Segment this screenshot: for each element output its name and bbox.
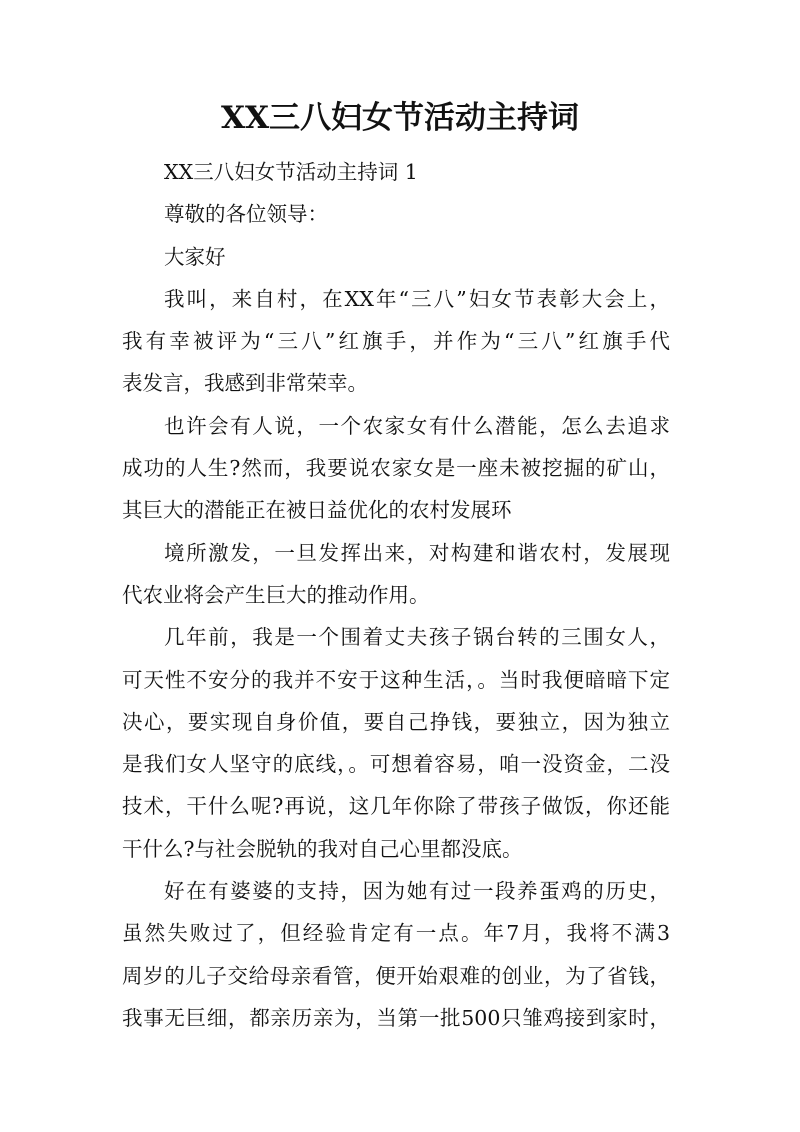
text-line: 是我们女人坚守的底线，。可想着容易，咱一没资金，二没 <box>122 752 670 777</box>
text-line: 技术，干什么呢?再说，这几年你除了带孩子做饭，你还能 <box>122 794 670 819</box>
text-line: 决心，要实现自身价值，要自己挣钱，要独立，因为独立 <box>122 709 670 734</box>
text-line: 周岁的儿子交给母亲看管，便开始艰难的创业，为了省钱， <box>122 963 670 988</box>
text-line: 几年前，我是一个围着丈夫孩子锅台转的三围女人， <box>164 625 670 650</box>
text-line: 大家好 <box>164 244 226 269</box>
document-body <box>122 151 670 1039</box>
text-line: 其巨大的潜能正在被日益优化的农村发展环 <box>122 498 512 523</box>
text-line: 可天性不安分的我并不安于这种生活，。当时我便暗暗下定 <box>122 667 670 692</box>
text-line: 成功的人生?然而，我要说农家女是一座未被挖掘的矿山， <box>122 456 670 481</box>
text-line: 表发言，我感到非常荣幸。 <box>122 371 368 396</box>
text-line: 我有幸被评为“三八”红旗手，并作为“三八”红旗手代 <box>122 329 670 354</box>
text-line: 代农业将会产生巨大的推动作用。 <box>122 582 430 607</box>
text-line: 虽然失败过了，但经验肯定有一点。年7月，我将不满3 <box>122 921 670 946</box>
text-line: 干什么?与社会脱轨的我对自己心里都没底。 <box>122 836 523 861</box>
text-line: XX三八妇女节活动主持词 1 <box>164 160 418 184</box>
text-line: 境所激发，一旦发挥出来，对构建和谐农村，发展现 <box>164 540 670 565</box>
text-line: 也许会有人说，一个农家女有什么潜能，怎么去追求 <box>164 413 670 438</box>
document-title: XX三八妇女节活动主持词 <box>220 100 580 136</box>
text-line: 我叫，来自村，在XX年“三八”妇女节表彰大会上， <box>164 286 670 311</box>
text-line: 尊敬的各位领导： <box>164 202 328 227</box>
text-line: 好在有婆婆的支持，因为她有过一段养蛋鸡的历史， <box>164 879 670 904</box>
text-line: 我事无巨细，都亲历亲为，当第一批500只雏鸡接到家时， <box>122 1005 670 1030</box>
